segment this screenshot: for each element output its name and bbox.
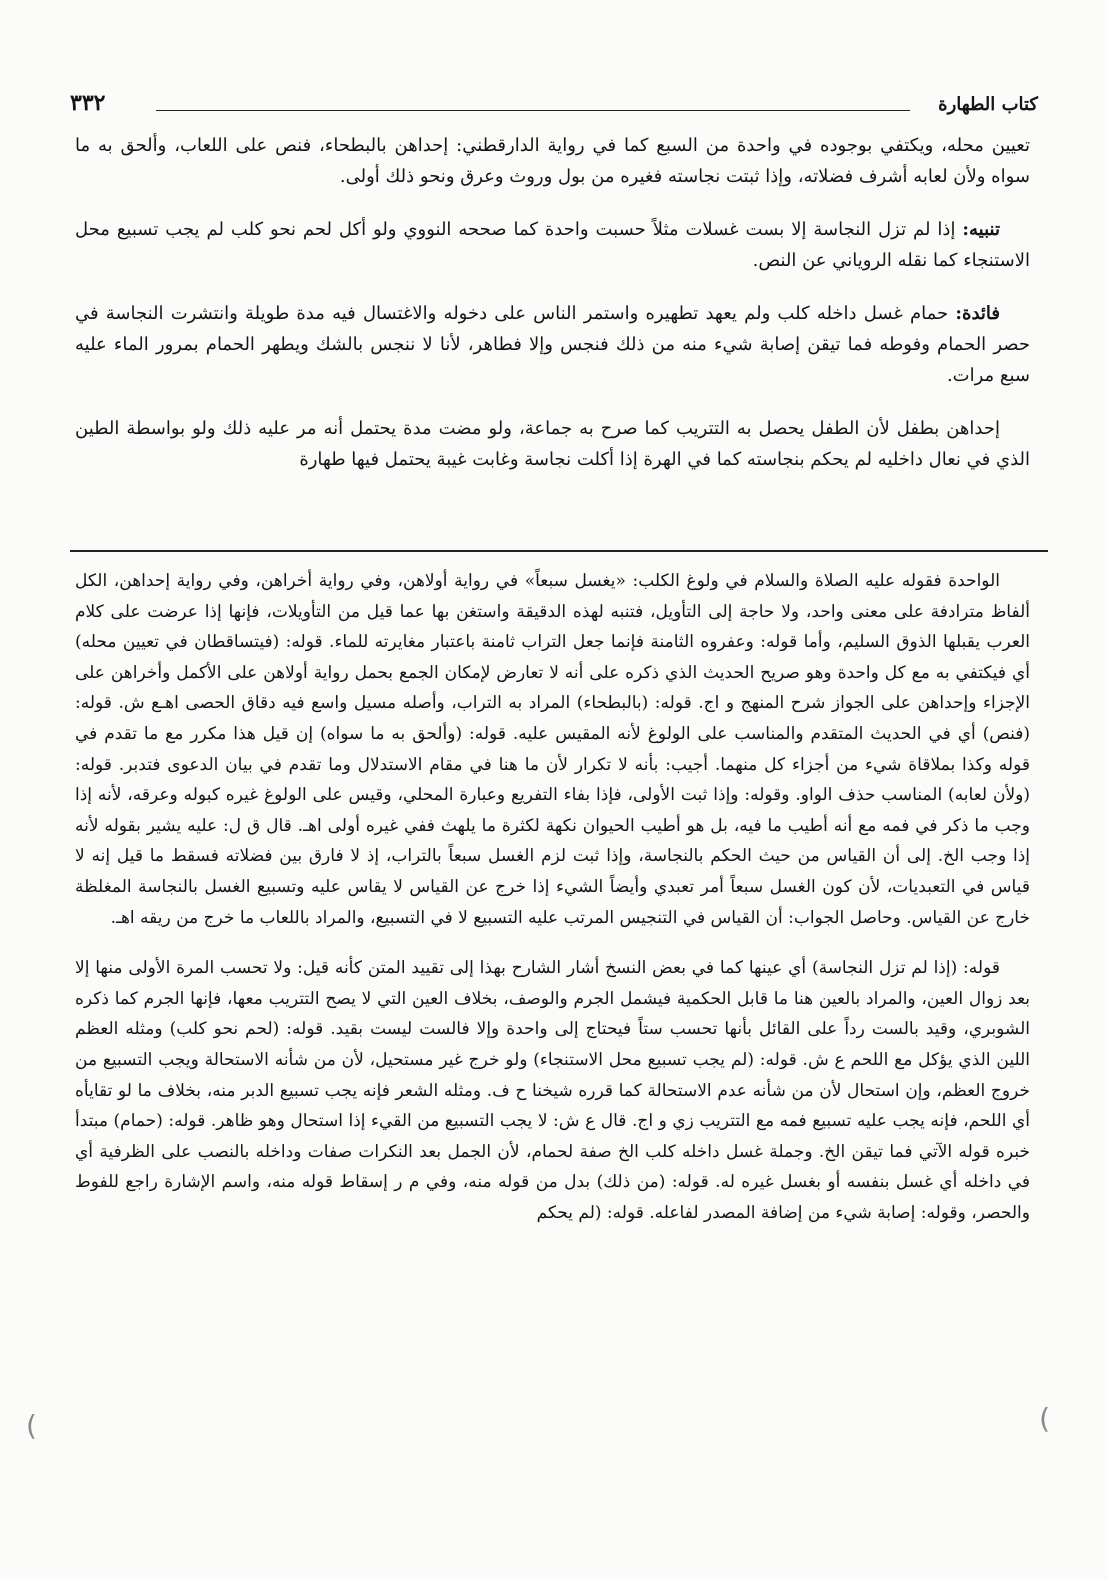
section-divider xyxy=(70,550,1048,552)
paragraph-body: حمام غسل داخله كلب ولم يعهد تطهيره واستمر الناس على دخوله والاغتسال فيه مدة طويلة وانتشرت النجاسة في حصر الحمام وفوطه فما تيقن إصابة شيء منه من ذلك فنجس وإلا فطاهر، لأنا لا ننجس بالشك ويطهر الحمام بمرور الماء عليه سبع مرات. xyxy=(75,303,1030,386)
commentary-text xyxy=(75,566,1030,1248)
chapter-title: كتاب الطهارة xyxy=(938,94,1038,115)
header-rule xyxy=(156,110,910,111)
main-paragraph xyxy=(75,298,1030,391)
paragraph-lead: تنبيه: xyxy=(962,219,1000,240)
commentary-paragraph: قوله: (إذا لم تزل النجاسة) أي عينها كما في بعض النسخ أشار الشارح بهذا إلى تقييد المتن كأنه قيل: ولا تحسب المرة الأولى منها إلا بعد زوال العين، والمراد بالعين هنا ما قابل الحكمية فيشمل الجرم والوصف، بخلاف العين التي لا يصح التتريب معها، فإنها الجرم كما ذكره الشوبري، وقيد بالست رداً على القائل بأنها تحسب ستاً فيحتاج إلى واحدة وإلا فالست ليست بقيد. قوله: (لحم نحو كلب) ومثله العظم اللين الذي يؤكل مع اللحم ع ش. قوله: (لم يجب تسبيع محل الاستنجاء) ولو خرج غير مستحيل، لأن من شأنه الاستحالة ويجب التسبيع من خروج العظم، وإن استحال لأن من شأنه عدم الاستحالة كما قرره شيخنا ح ف. ومثله الشعر فإنه يجب تسبيع الدبر منه، بخلاف ما لو تقايأه أي اللحم، فإنه يجب عليه تسبيع فمه مع التتريب زي و اج. قال ع ش: لا يجب التسبيع من القيء إذا استحال وهو ظاهر. قوله: (حمام) مبتدأ خبره قوله الآتي فما تيقن الخ. وجملة غسل داخله كلب الخ صفة لحمام، لأن الجمل بعد النكرات صفات وداخله بالنصب على الظرفية أي في داخله أي غسل بنفسه أو بغسل غيره له. قوله: (من ذلك) بدل من قوله منه، وفي م ر إسقاط قوله منه، واسم الإشارة راجع للفوط والحصر، وقوله: إصابة شيء من إضافة المصدر لفاعله. قوله: (لم يحكم xyxy=(75,958,1030,1223)
commentary-paragraph: الواحدة فقوله عليه الصلاة والسلام في ولوغ الكلب: «يغسل سبعاً» في رواية أولاهن، وفي رواية أخراهن، وفي رواية إحداهن، الكل ألفاظ مترادفة على معنى واحد، ولا حاجة إلى التأويل، فتنبه لهذه الدقيقة واستغن بها عما قيل من التأويلات، فإنها إذا عرضت على كلام العرب يقبلها الذوق السليم، وأما قوله: وعفروه الثامنة فإنما جعل التراب ثامنة باعتبار مغايرته للماء. قوله: (فيتساقطان في تعيين محله) أي فيكتفي به مع كل واحدة وهو صريح الحديث الذي ذكره على أنه لا تعارض لإمكان الجمع بحمل رواية أولاهن على الأكمل وأخراهن على الإجزاء وإحداهن على الجواز شرح المنهج و اج. قوله: (بالبطحاء) المراد به التراب، وأصله مسيل واسع فيه دقاق الحصى اهـع ش. قوله: (فنص) أي في الحديث المتقدم والمناسب على الولوغ لأنه المقيس عليه. قوله: (وألحق به ما سواه) إن قيل هذا مكرر مع ما تقدم في قوله وكذا بملاقاة شيء من أجزاء كل منهما. أجيب: بأنه لا تكرار لأن ما هنا في مقام الاستدلال وما تقدم في بيان الدعوى فتدبر. قوله: (ولأن لعابه) المناسب حذف الواو. وقوله: وإذا ثبت الأولى، فإذا بفاء التفريع وعبارة المحلي، وقيس على الولوغ غيره كبوله وعرقه، لأنه إذا وجب ما ذكر في فمه مع أنه أطيب ما فيه، بل هو أطيب الحيوان نكهة لكثرة ما يلهث ففي غيره أولى اهـ. قال ق ل: عليه يشير بقوله لأنه إذا وجب الخ. إلى أن القياس من حيث الحكم بالنجاسة، وإذا ثبت لزم الغسل سبعاً بالتراب، إذ لا فارق بين فضلاته فسقط ما قيل إنه لا قياس في التعبديات، لأن كون الغسل سبعاً أمر تعبدي وأيضاً الشيء إذا خرج عن القياس لا يقاس عليه وتسبيع الغسل بالنجاسة المغلظة خارج عن القياس. وحاصل الجواب: أن القياس في التنجيس المرتب عليه التسبيع لا في التسبيع، والمراد باللعاب ما خرج من ريقه اهـ. xyxy=(75,571,1030,928)
page-header xyxy=(70,88,1038,124)
main-paragraph: إحداهن بطفل لأن الطفل يحصل به التتريب كما صرح به جماعة، ولو مضت مدة يحتمل أنه مر عليه ذلك ولو بواسطة الطين الذي في نعال داخليه لم يحكم بنجاسته كما في الهرة إذا أكلت نجاسة وغابت غيبة يحتمل فيها طهارة xyxy=(75,418,1030,470)
paragraph-body: إذا لم تزل النجاسة إلا بست غسلات مثلاً حسبت واحدة كما صححه النووي ولو أكل لحم نحو كلب لم يجب تسبيع محل الاستنجاء كما نقله الروياني عن النص. xyxy=(75,219,1030,271)
main-text xyxy=(75,130,1030,497)
binding-mark: ( xyxy=(1039,1402,1050,1435)
paragraph-lead: فائدة: xyxy=(955,303,1000,324)
binding-mark: ( xyxy=(26,1409,37,1442)
main-paragraph xyxy=(75,214,1030,276)
main-paragraph: تعيين محله، ويكتفي بوجوده في واحدة من السبع كما في رواية الدارقطني: إحداهن بالبطحاء، فنص على اللعاب، وألحق به ما سواه ولأن لعابه أشرف فضلاته، وإذا ثبتت نجاسته فغيره من بول وروث وعرق ونحو ذلك أولى. xyxy=(75,135,1030,187)
page-number: ٣٣٢ xyxy=(70,90,106,116)
